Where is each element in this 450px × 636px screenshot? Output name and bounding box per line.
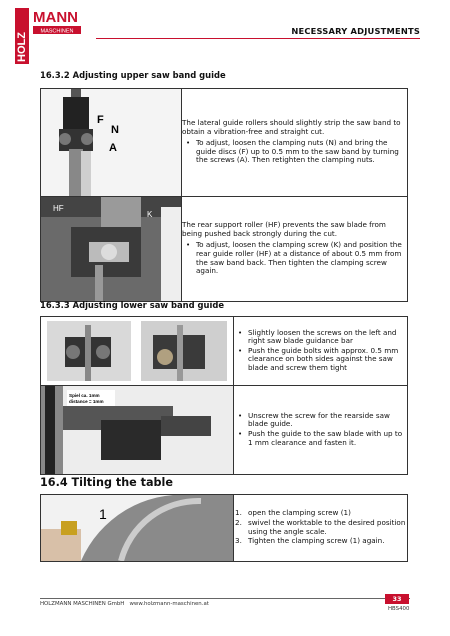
lower-text-1-cell (234, 317, 408, 386)
label-1: 1 (99, 506, 107, 522)
upper-text-2: The rear support roller (HF) prevents the saw blade from being pushed back strongly during the cut. (182, 220, 386, 238)
logo-mann-text: MANN (33, 9, 78, 26)
tilt-photo (41, 495, 233, 561)
rear-guide-photo (41, 386, 233, 474)
page-number: 33 (385, 594, 409, 604)
rear-roller-photo (41, 197, 181, 301)
section-heading-tilt: 16.4 Tilting the table (40, 476, 173, 489)
lower-bullet-2b: • Push the guide to the saw blade with up to 1 mm clearance and fasten it. (248, 430, 407, 447)
upper-row-2 (41, 197, 408, 302)
lower-guide-photos (41, 317, 233, 385)
tilt-text-cell (234, 495, 408, 562)
section-heading-lower: 16.3.3 Adjusting lower saw band guide (40, 300, 225, 310)
label-K: K (147, 210, 153, 219)
upper-text-1-cell (182, 89, 408, 197)
holzmann-logo (15, 8, 95, 66)
logo-holz-text: HOLZ (16, 32, 28, 62)
lower-photo-2-cell (41, 386, 234, 475)
lower-guide-table (40, 316, 408, 475)
photo-note-line2: distance = 1mm (69, 399, 104, 404)
lower-bullet-1b: • Push the guide bolts with approx. 0.5 mm clearance on both sides against the saw blade and screw them tight (248, 347, 407, 373)
upper-bullet-1: • To adjust, loosen the clamping nuts (N) and bring the guide discs (F) up to 0.5 mm to the saw band by turning the screws (A). Then retighten the clamping nuts. (196, 139, 407, 165)
section-heading-upper: 16.3.2 Adjusting upper saw band guide (40, 70, 226, 80)
tilt-step-1: 1. open the clamping screw (1) (235, 508, 351, 518)
tilt-table (40, 494, 408, 562)
tilt-row (41, 495, 408, 562)
tilt-step-2: 2. swivel the worktable to the desired position using the angle scale. (235, 517, 406, 536)
label-HF: HF (53, 204, 64, 213)
footer-url: www.holzmann-maschinen.at (129, 601, 209, 607)
upper-text-2-cell (182, 197, 408, 302)
label-A: A (109, 142, 117, 154)
label-F: F (97, 114, 104, 126)
lower-bullet-1a: • Slightly loosen the screws on the left and right saw blade guidance bar (248, 329, 407, 346)
footer-rule (40, 598, 410, 599)
header-rule (96, 38, 420, 39)
lower-row-1 (41, 317, 408, 386)
footer-company: HOLZMANN MASCHINEN GmbH www.holzmann-maschinen.at (40, 601, 209, 607)
upper-text-1: The lateral guide rollers should slightly strip the saw band to obtain a vibration-free and straight cut. (182, 118, 401, 136)
upper-photo-1-cell (41, 89, 182, 197)
tilt-step-3: 3. Tighten the clamping screw (1) again. (235, 536, 385, 546)
page-header-title: NECESSARY ADJUSTMENTS (291, 26, 420, 36)
upper-guide-table (40, 88, 408, 302)
tilt-photo-cell (41, 495, 234, 562)
lower-photo-1-cell (41, 317, 234, 386)
photo-note-line1: Spiel ca. 1mm (69, 393, 100, 398)
lower-text-2-cell (234, 386, 408, 475)
logo-sub-text: MASCHINEN (40, 28, 74, 35)
label-N: N (111, 124, 119, 136)
lower-bullet-2a: • Unscrew the screw for the rearside saw blade guide. (248, 412, 407, 429)
upper-row-1 (41, 89, 408, 197)
upper-photo-2-cell (41, 197, 182, 302)
lower-row-2 (41, 386, 408, 475)
upper-bullet-2: • To adjust, loosen the clamping screw (K) and position the rear guide roller (HF) at a distance of about 0.5 mm from the saw band back. Then tighten the clamping screw again. (196, 241, 407, 275)
upper-guide-photo (41, 89, 181, 196)
model-number: HBS400 (388, 606, 410, 612)
